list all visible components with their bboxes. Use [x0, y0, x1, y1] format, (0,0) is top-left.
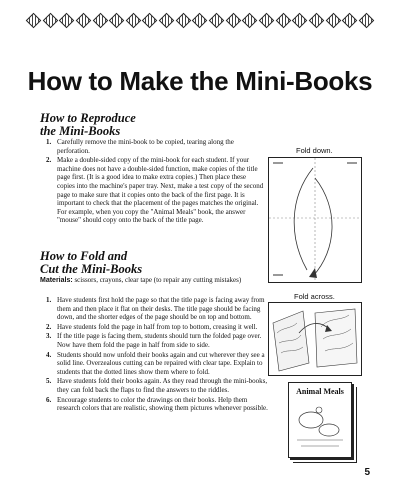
page-number: 5	[364, 467, 370, 478]
list-item	[46, 138, 264, 155]
fold-across-illustration	[269, 303, 361, 375]
heading-line: Cut the Mini-Books	[40, 262, 143, 276]
border-diamond	[209, 13, 225, 29]
border-diamond	[159, 13, 175, 29]
border-diamond	[109, 13, 125, 29]
step-number: 2.	[46, 322, 52, 331]
fold-cut-steps-list	[46, 296, 268, 414]
step-number: 6.	[46, 395, 52, 404]
section-heading-fold-cut	[40, 250, 142, 276]
fold-down-label: Fold down.	[296, 146, 333, 155]
step-number: 4.	[46, 350, 52, 359]
border-diamond	[59, 13, 75, 29]
list-item	[46, 296, 268, 322]
step-text: Have students first hold the page so that the title page is facing away from them and then place it flat on their desks. The title page should be facing down, and the shorter edges of the page should be on top and bottom.	[57, 296, 265, 322]
decorative-border	[28, 14, 372, 26]
materials-text: scissors, crayons, clear tape (to repair any cutting mistakes)	[72, 276, 242, 284]
book-cover-title: Animal Meals	[296, 387, 344, 396]
border-diamond	[142, 13, 158, 29]
border-diamond	[359, 13, 375, 29]
border-diamond	[42, 13, 58, 29]
step-text: Make a double-sided copy of the mini-book for each student. If your machine does not have a double-sided function, make copies of the title page first. (It is a good idea to make extra copies.) Then place these copies into the machine's paper tray. Next, make a test copy of the second page to make sure that it copies onto the back of the first page. It is important to check that the placement of the pages matches the original. For example, when you copy the "Animal Meals" book, the answer "mouse" should copy onto the back of the title page.	[57, 156, 264, 225]
step-text: Have students fold the page in half from top to bottom, creasing it well.	[57, 322, 258, 331]
step-text: If the title page is facing them, students should turn the folded page over. Now have them fold the page in half from side to side.	[57, 332, 262, 349]
step-number: 1.	[46, 296, 52, 304]
fold-down-diagram	[268, 157, 362, 283]
border-diamond	[309, 13, 325, 29]
list-item	[46, 156, 264, 225]
border-diamond	[342, 13, 358, 29]
book-cover-illustration	[289, 396, 351, 452]
border-diamond	[225, 13, 241, 29]
list-item	[46, 323, 268, 332]
list-item	[46, 396, 268, 413]
step-text: Encourage students to color the drawings on their books. Help them research colors that are realistic, showing them pictures whenever possible.	[57, 395, 268, 413]
page-title: How to Make the Mini-Books	[27, 66, 373, 96]
border-diamond	[126, 13, 142, 29]
border-diamond	[275, 13, 291, 29]
section-heading-reproduce	[40, 112, 136, 138]
border-diamond	[92, 13, 108, 29]
step-text: Carefully remove the mini-book to be copied, tearing along the perforation.	[57, 138, 234, 155]
reproduce-steps-list	[46, 138, 264, 226]
step-number: 1.	[46, 138, 52, 146]
heading-line: the Mini-Books	[40, 124, 121, 138]
fold-down-illustration	[269, 158, 361, 282]
list-item	[46, 377, 268, 394]
step-text: Students should now unfold their books again and cut wherever they see a solid line. Overzealous cutting can be repaired with clear tape. Explain to students that the dotted lines show them where to fold.	[57, 350, 265, 376]
border-diamond	[76, 13, 92, 29]
step-number: 2.	[46, 156, 52, 165]
heading-line: How to Fold and	[40, 249, 128, 263]
materials-label: Materials:	[40, 277, 73, 284]
list-item	[46, 351, 268, 377]
step-number: 5.	[46, 377, 52, 386]
heading-line: How to Reproduce	[40, 111, 136, 125]
finished-book-cover	[288, 382, 352, 458]
border-diamond	[175, 13, 191, 29]
step-text: Have students fold their books again. As they read through the mini-books, they can fold back the flaps to find the answers to the riddles.	[57, 377, 268, 394]
border-diamond	[192, 13, 208, 29]
border-diamond	[26, 13, 42, 29]
border-diamond	[242, 13, 258, 29]
materials-line	[40, 276, 268, 286]
list-item	[46, 332, 268, 349]
border-diamond	[325, 13, 341, 29]
border-diamond	[292, 13, 308, 29]
fold-across-diagram	[268, 302, 362, 376]
border-diamond	[259, 13, 275, 29]
step-number: 3.	[46, 332, 52, 341]
fold-across-label: Fold across.	[294, 292, 335, 301]
